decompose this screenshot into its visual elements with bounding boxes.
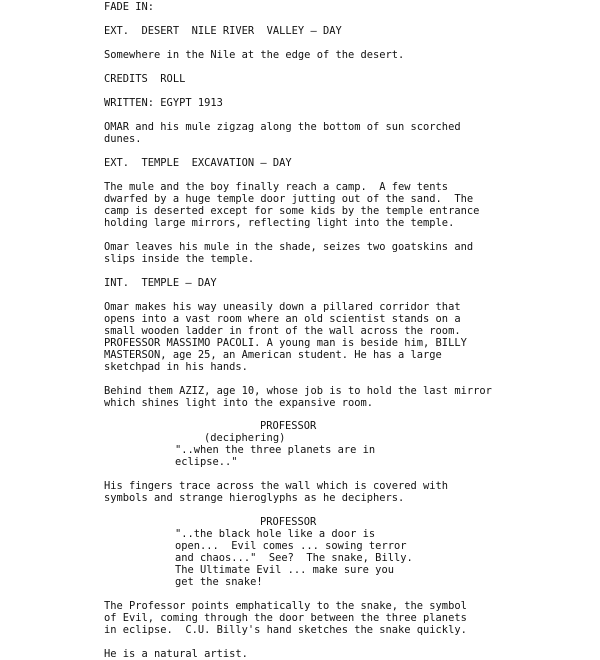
action-line: Omar makes his way uneasily down a pillared corridor that <box>104 301 461 313</box>
action-line: Omar leaves his mule in the shade, seizes two goatskins and <box>104 241 474 253</box>
action-line: dwarfed by a huge temple door jutting out of the sand. The <box>104 193 474 205</box>
action-line: MASTERSON, age 25, an American student. He has a large <box>104 349 442 361</box>
action-line: His fingers trace across the wall which is covered with <box>104 480 449 492</box>
action-line: CREDITS ROLL <box>104 73 186 85</box>
dialogue-line: get the snake! <box>175 576 263 588</box>
action-line: PROFESSOR MASSIMO PACOLI. A young man is beside him, BILLY <box>104 337 467 349</box>
transition-fade-in: FADE IN: <box>104 1 155 13</box>
dialogue-line: and chaos..." See? The snake, Billy. <box>175 552 413 564</box>
action-line: The Professor points emphatically to the snake, the symbol <box>104 600 467 612</box>
dialogue-line: "..when the three planets are in <box>175 444 376 456</box>
action-line: OMAR and his mule zigzag along the bottom of sun scorched <box>104 121 461 133</box>
action-line: The mule and the boy finally reach a camp. A few tents <box>104 181 449 193</box>
action-line: Behind them AZIZ, age 10, whose job is to hold the last mirror <box>104 385 492 397</box>
scene-heading: EXT. DESERT NILE RIVER VALLEY – DAY <box>104 25 342 37</box>
action-line: Somewhere in the Nile at the edge of the desert. <box>104 49 405 61</box>
action-line: opens into a vast room where an old scientist stands on a <box>104 313 461 325</box>
action-line: which shines light into the expansive room. <box>104 397 373 409</box>
scene-heading: EXT. TEMPLE EXCAVATION – DAY <box>104 157 292 169</box>
action-line: WRITTEN: EGYPT 1913 <box>104 97 223 109</box>
parenthetical: (deciphering) <box>204 432 286 444</box>
action-line: of Evil, coming through the door between the three planets <box>104 612 467 624</box>
action-line: symbols and strange hieroglyphs as he deciphers. <box>104 492 405 504</box>
character-cue: PROFESSOR <box>260 420 317 432</box>
action-line: dunes. <box>104 133 142 145</box>
dialogue-line: The Ultimate Evil ... make sure you <box>175 564 394 576</box>
action-line: in eclipse. C.U. Billy's hand sketches the snake quickly. <box>104 624 467 636</box>
action-line: camp is deserted except for some kids by the temple entrance <box>104 205 480 217</box>
dialogue-line: eclipse.." <box>175 456 238 468</box>
action-line: slips inside the temple. <box>104 253 255 265</box>
action-line: sketchpad in his hands. <box>104 361 248 373</box>
action-line: small wooden ladder in front of the wall across the room. <box>104 325 461 337</box>
dialogue-line: open... Evil comes ... sowing terror <box>175 540 407 552</box>
character-cue: PROFESSOR <box>260 516 317 528</box>
action-line: holding large mirrors, reflecting light into the temple. <box>104 217 455 229</box>
action-line: He is a natural artist. <box>104 648 248 660</box>
scene-heading: INT. TEMPLE – DAY <box>104 277 217 289</box>
dialogue-line: "..the black hole like a door is <box>175 528 376 540</box>
